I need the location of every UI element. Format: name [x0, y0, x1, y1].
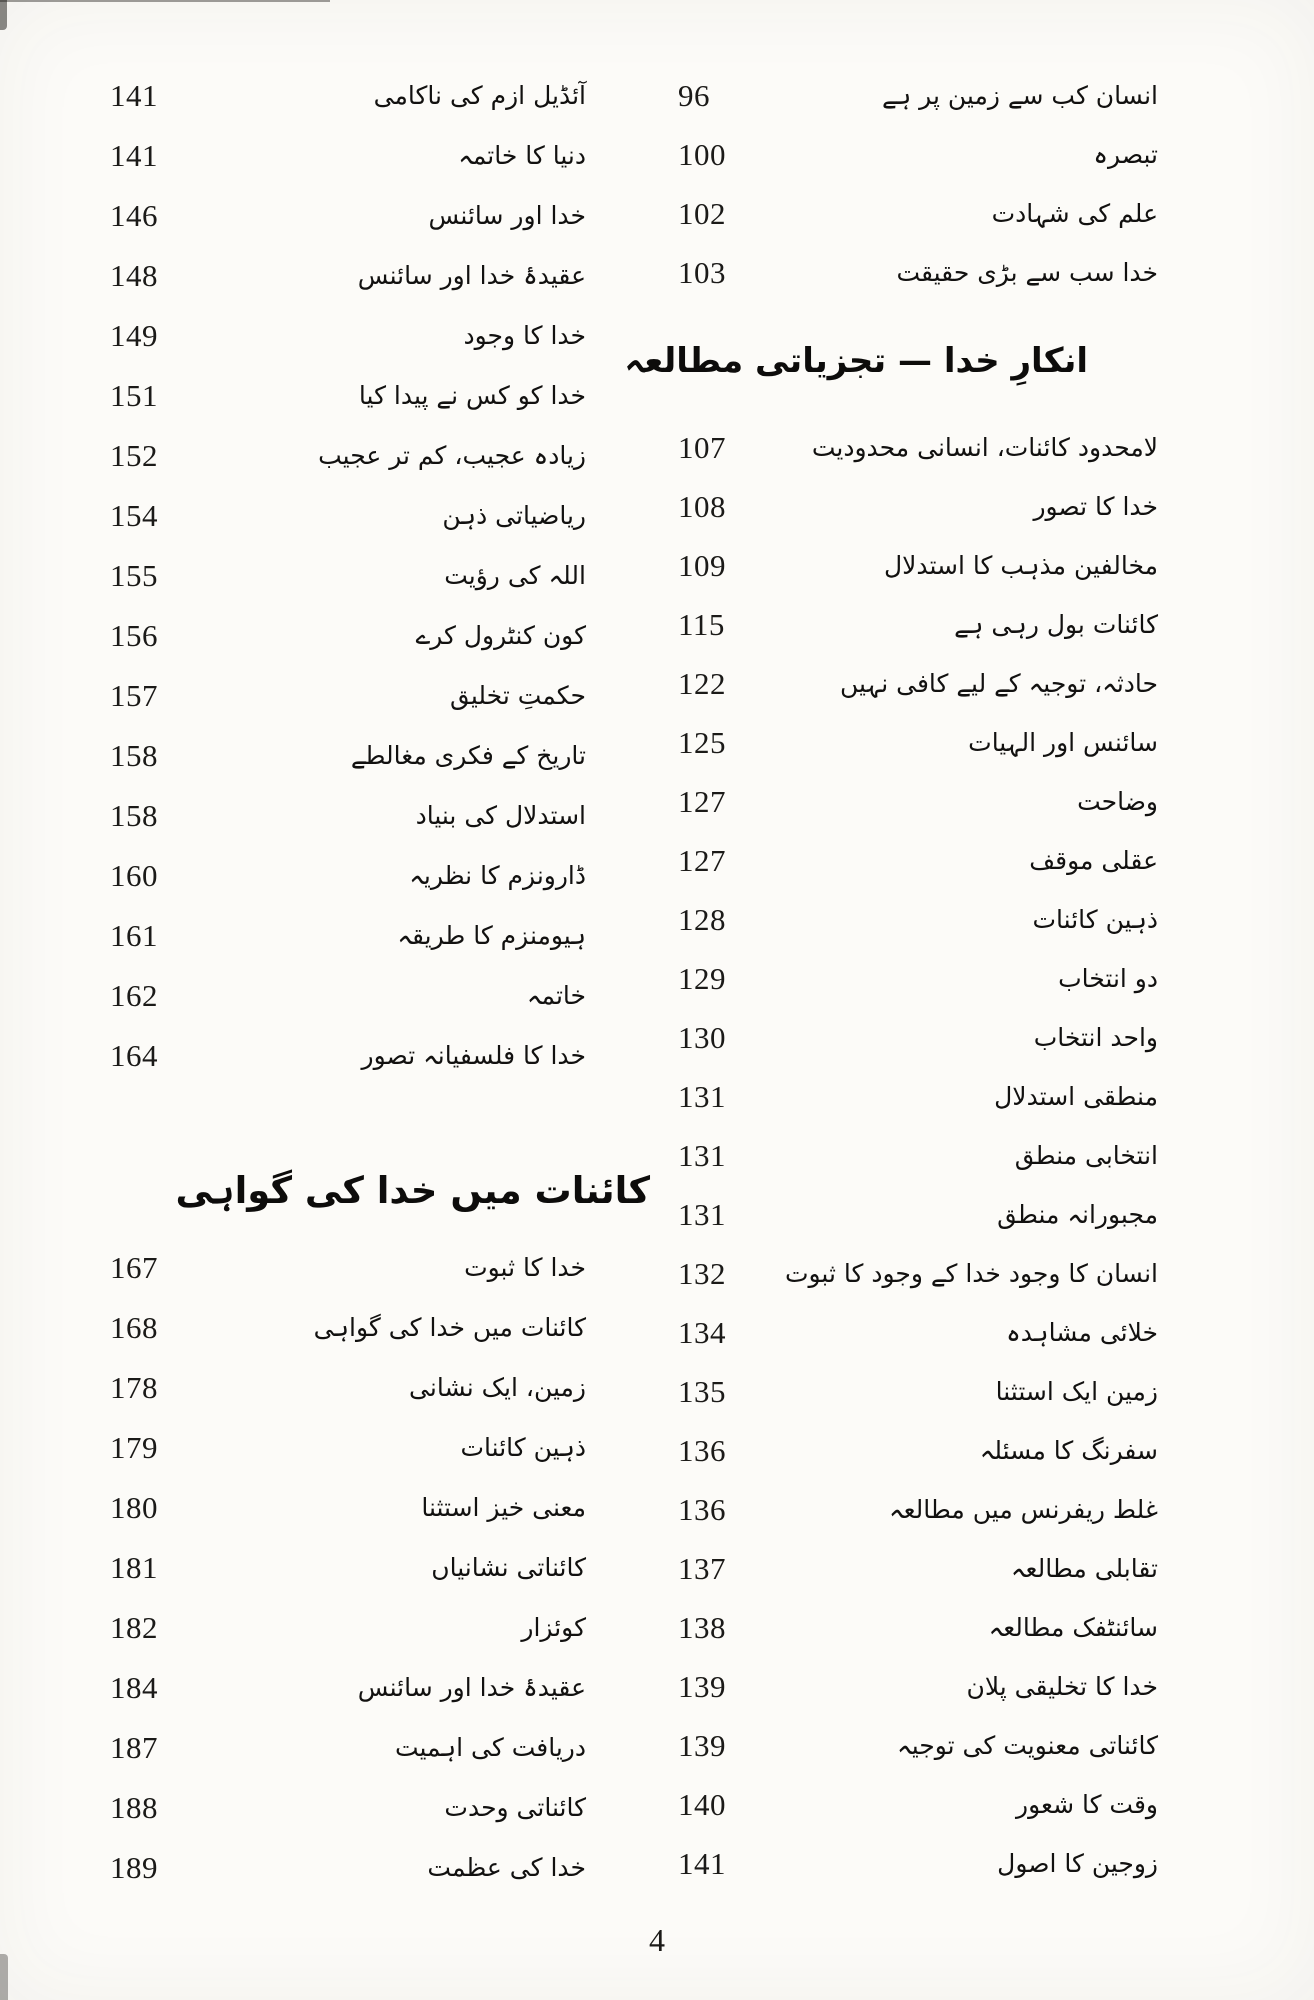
toc-row: [656, 890, 1158, 949]
toc-entry-page-number: 148: [110, 258, 158, 293]
toc-entry-page-number: 157: [110, 678, 158, 713]
toc-row: [88, 726, 586, 786]
toc-entry-title: زمین، ایک نشانی: [409, 1373, 586, 1403]
toc-entry-page-number: 139: [678, 1668, 726, 1704]
toc-row: [656, 713, 1158, 772]
toc-entry-title: دو انتخاب: [1058, 963, 1158, 993]
scan-artifact-top-edge: [0, 0, 330, 2]
toc-entry-title: ذہین کائنات: [1032, 904, 1158, 934]
toc-row: [656, 66, 1158, 125]
toc-row: [88, 1658, 586, 1718]
toc-row: [88, 426, 586, 486]
toc-entry-title: خدا کو کس نے پیدا کیا: [358, 381, 586, 411]
toc-entry-page-number: 131: [678, 1078, 726, 1114]
toc-entry-page-number: 130: [678, 1019, 726, 1055]
toc-row: [88, 966, 586, 1026]
toc-entry-page-number: 138: [678, 1609, 726, 1645]
toc-entry-title: دنیا کا خاتمہ: [458, 141, 586, 171]
toc-row: [656, 1362, 1158, 1421]
toc-entry-title: زیادہ عجیب، کم تر عجیب: [318, 441, 586, 471]
toc-entry-title: سفرنگ کا مسئلہ: [979, 1435, 1158, 1465]
toc-entry-page-number: 180: [110, 1490, 158, 1525]
toc-row: [656, 1598, 1158, 1657]
toc-entry-title: عقیدۂ خدا اور سائنس: [357, 1673, 586, 1703]
toc-entry-title: خلائی مشاہدہ: [1006, 1317, 1158, 1347]
toc-entry-title: تاریخ کے فکری مغالطے: [350, 741, 586, 771]
toc-row: [88, 786, 586, 846]
toc-entry-page-number: 155: [110, 558, 158, 593]
toc-row: [656, 831, 1158, 890]
toc-entry-page-number: 125: [678, 724, 726, 760]
toc-entry-page-number: 156: [110, 618, 158, 653]
toc-entry-page-number: 122: [678, 665, 726, 701]
toc-entry-title: استدلال کی بنیاد: [415, 801, 586, 831]
toc-entry-title: ڈارونزم کا نظریہ: [409, 861, 586, 891]
toc-entry-title: تبصرہ: [1093, 139, 1158, 169]
toc-entry-title: خدا کا تخلیقی پلان: [966, 1671, 1158, 1701]
toc-entry-page-number: 164: [110, 1038, 158, 1073]
page-number: 4: [649, 1922, 665, 1958]
toc-row: [88, 366, 586, 426]
toc-row: [656, 1657, 1158, 1716]
toc-entry-page-number: 103: [678, 254, 726, 290]
toc-entry-title: کون کنٹرول کرے: [415, 621, 586, 651]
toc-row: [656, 1126, 1158, 1185]
toc-row: [88, 246, 586, 306]
toc-entry-page-number: 158: [110, 738, 158, 773]
toc-row: [88, 186, 586, 246]
toc-entry-title: مجبورانہ منطق: [997, 1199, 1158, 1229]
toc-entry-title: معنی خیز استثنا: [421, 1493, 586, 1523]
toc-entry-page-number: 189: [110, 1850, 158, 1885]
toc-row: [88, 1478, 586, 1538]
toc-entry-page-number: 131: [678, 1196, 726, 1232]
toc-entry-page-number: 134: [678, 1314, 726, 1350]
toc-entry-page-number: 129: [678, 960, 726, 996]
toc-entry-page-number: 146: [110, 198, 158, 233]
toc-entry-title: انتخابی منطق: [1014, 1140, 1158, 1170]
toc-entry-title: خدا کا وجود: [463, 321, 586, 351]
toc-entry-page-number: 162: [110, 978, 158, 1013]
toc-entry-page-number: 188: [110, 1790, 158, 1825]
toc-entry-title: کائناتی وحدت: [444, 1793, 586, 1823]
toc-entry-title: مخالفین مذہب کا استدلال: [883, 550, 1158, 580]
toc-entry-title: وقت کا شعور: [1016, 1789, 1158, 1819]
toc-entry-page-number: 135: [678, 1373, 726, 1409]
toc-entry-title: خدا کا فلسفیانہ تصور: [361, 1041, 586, 1071]
toc-entry-page-number: 187: [110, 1730, 158, 1765]
toc-entry-title: کائنات بول رہی ہے: [954, 609, 1158, 639]
toc-entry-page-number: 127: [678, 842, 726, 878]
toc-row: [88, 846, 586, 906]
toc-row: [88, 606, 586, 666]
toc-entry-title: کائنات میں خدا کی گواہی: [313, 1313, 586, 1343]
section-heading: [624, 302, 1158, 418]
toc-entry-page-number: 128: [678, 901, 726, 937]
toc-entry-page-number: 137: [678, 1550, 726, 1586]
toc-entry-title: حکمتِ تخلیق: [450, 681, 586, 711]
toc-entry-page-number: 181: [110, 1550, 158, 1585]
toc-row: [656, 1716, 1158, 1775]
scan-artifact-top-left-corner: [0, 0, 7, 30]
toc-column-left: [88, 66, 650, 1898]
toc-entry-page-number: 102: [678, 195, 726, 231]
toc-entry-title: وضاحت: [1077, 786, 1158, 816]
toc-entry-title: کائناتی نشانیاں: [431, 1553, 586, 1583]
toc-row: [656, 125, 1158, 184]
toc-entry-page-number: 100: [678, 136, 726, 172]
toc-row: [88, 306, 586, 366]
toc-entry-page-number: 115: [678, 606, 725, 642]
toc-entry-title: خاتمہ: [526, 981, 586, 1011]
toc-entry-title: سائنٹفک مطالعہ: [988, 1612, 1158, 1642]
toc-row: [88, 126, 586, 186]
toc-entry-page-number: 132: [678, 1255, 726, 1291]
toc-entry-title: خدا کا تصور: [1033, 491, 1158, 521]
toc-row: [88, 906, 586, 966]
toc-row: [88, 1778, 586, 1838]
toc-entry-page-number: 96: [678, 77, 710, 113]
toc-row: [656, 243, 1158, 302]
toc-row: [88, 66, 586, 126]
toc-row: [88, 1718, 586, 1778]
toc-row: [656, 1421, 1158, 1480]
toc-entry-page-number: 182: [110, 1610, 158, 1645]
toc-entry-title: اللہ کی رؤیت: [444, 561, 586, 591]
toc-row: [656, 1775, 1158, 1834]
toc-entry-page-number: 139: [678, 1727, 726, 1763]
toc-row: [656, 1834, 1158, 1893]
toc-entry-title: سائنس اور الہیات: [968, 727, 1158, 757]
toc-entry-page-number: 179: [110, 1430, 158, 1465]
toc-entry-page-number: 158: [110, 798, 158, 833]
toc-row: [88, 1298, 586, 1358]
toc-row: [656, 1185, 1158, 1244]
section-heading-text: انکارِ خدا — تجزیاتی مطالعہ: [624, 340, 1088, 381]
toc-row: [656, 477, 1158, 536]
toc-entry-page-number: 141: [110, 78, 158, 113]
toc-entry-page-number: 184: [110, 1670, 158, 1705]
toc-row: [88, 486, 586, 546]
toc-row: [656, 1480, 1158, 1539]
toc-entry-title: کائناتی معنویت کی توجیہ: [897, 1730, 1158, 1760]
section-heading: [88, 1142, 650, 1238]
toc-entry-title: علم کی شہادت: [991, 198, 1158, 228]
toc-entry-page-number: 136: [678, 1491, 726, 1527]
toc-entry-page-number: 131: [678, 1137, 726, 1173]
toc-row: [88, 1238, 586, 1298]
toc-row: [88, 1026, 586, 1086]
toc-entry-title: خدا کی عظمت: [427, 1853, 586, 1883]
toc-entry-title: دریافت کی اہمیت: [394, 1733, 586, 1763]
toc-row: [656, 949, 1158, 1008]
toc-row: [656, 1303, 1158, 1362]
toc-row: [656, 184, 1158, 243]
toc-row: [656, 1539, 1158, 1598]
toc-row: [88, 1358, 586, 1418]
toc-column-right: [624, 66, 1158, 1893]
toc-row: [656, 536, 1158, 595]
toc-entry-page-number: 140: [678, 1786, 726, 1822]
toc-entry-title: حادثہ، توجیہ کے لیے کافی نہیں: [840, 668, 1158, 698]
toc-entry-page-number: 152: [110, 438, 158, 473]
toc-row: [88, 546, 586, 606]
toc-entry-title: زمین ایک استثنا: [995, 1376, 1158, 1406]
toc-entry-title: تقابلی مطالعہ: [1010, 1553, 1158, 1583]
toc-entry-page-number: 161: [110, 918, 158, 953]
toc-row: [656, 1067, 1158, 1126]
toc-entry-title: ہیومنزم کا طریقہ: [397, 921, 586, 951]
toc-entry-page-number: 141: [110, 138, 158, 173]
toc-entry-page-number: 160: [110, 858, 158, 893]
toc-entry-title: واحد انتخاب: [1033, 1022, 1158, 1052]
toc-entry-title: ریاضیاتی ذہن: [442, 501, 586, 531]
toc-entry-title: لامحدود کائنات، انسانی محدودیت: [811, 432, 1158, 462]
scan-artifact-bottom-left-corner: [0, 1954, 8, 2000]
toc-row: [656, 772, 1158, 831]
toc-entry-page-number: 167: [110, 1250, 158, 1285]
toc-entry-page-number: 149: [110, 318, 158, 353]
section-heading-text: کائنات میں خدا کی گواہی: [175, 1168, 650, 1212]
toc-row: [88, 1598, 586, 1658]
toc-entry-page-number: 136: [678, 1432, 726, 1468]
toc-entry-page-number: 109: [678, 547, 726, 583]
toc-entry-title: زوجین کا اصول: [997, 1848, 1158, 1878]
toc-entry-title: خدا اور سائنس: [428, 201, 586, 231]
toc-row: [88, 1418, 586, 1478]
toc-row: [656, 1008, 1158, 1067]
toc-row: [88, 666, 586, 726]
toc-entry-title: کوئزار: [521, 1613, 586, 1643]
toc-entry-page-number: 127: [678, 783, 726, 819]
toc-entry-title: انسان کب سے زمین پر ہے: [881, 80, 1158, 110]
toc-row: [656, 595, 1158, 654]
toc-entry-title: آئڈیل ازم کی ناکامی: [373, 81, 586, 111]
toc-row: [656, 418, 1158, 477]
toc-entry-title: غلط ریفرنس میں مطالعہ: [888, 1494, 1158, 1524]
toc-entry-title: خدا سب سے بڑی حقیقت: [896, 257, 1158, 287]
toc-entry-title: عقلی موقف: [1029, 845, 1158, 875]
toc-entry-title: منطقی استدلال: [994, 1081, 1158, 1111]
toc-row: [88, 1838, 586, 1898]
toc-entry-title: عقیدۂ خدا اور سائنس: [357, 261, 586, 291]
toc-entry-title: خدا کا ثبوت: [464, 1253, 586, 1283]
toc-entry-page-number: 178: [110, 1370, 158, 1405]
toc-row: [656, 654, 1158, 713]
toc-entry-page-number: 168: [110, 1310, 158, 1345]
toc-row: [88, 1538, 586, 1598]
toc-entry-page-number: 107: [678, 429, 726, 465]
toc-entry-page-number: 141: [678, 1845, 726, 1881]
toc-entry-title: ذہین کائنات: [460, 1433, 586, 1463]
toc-entry-page-number: 151: [110, 378, 158, 413]
toc-entry-title: انسان کا وجود خدا کے وجود کا ثبوت: [784, 1258, 1158, 1288]
toc-row: [656, 1244, 1158, 1303]
toc-entry-page-number: 154: [110, 498, 158, 533]
toc-entry-page-number: 108: [678, 488, 726, 524]
